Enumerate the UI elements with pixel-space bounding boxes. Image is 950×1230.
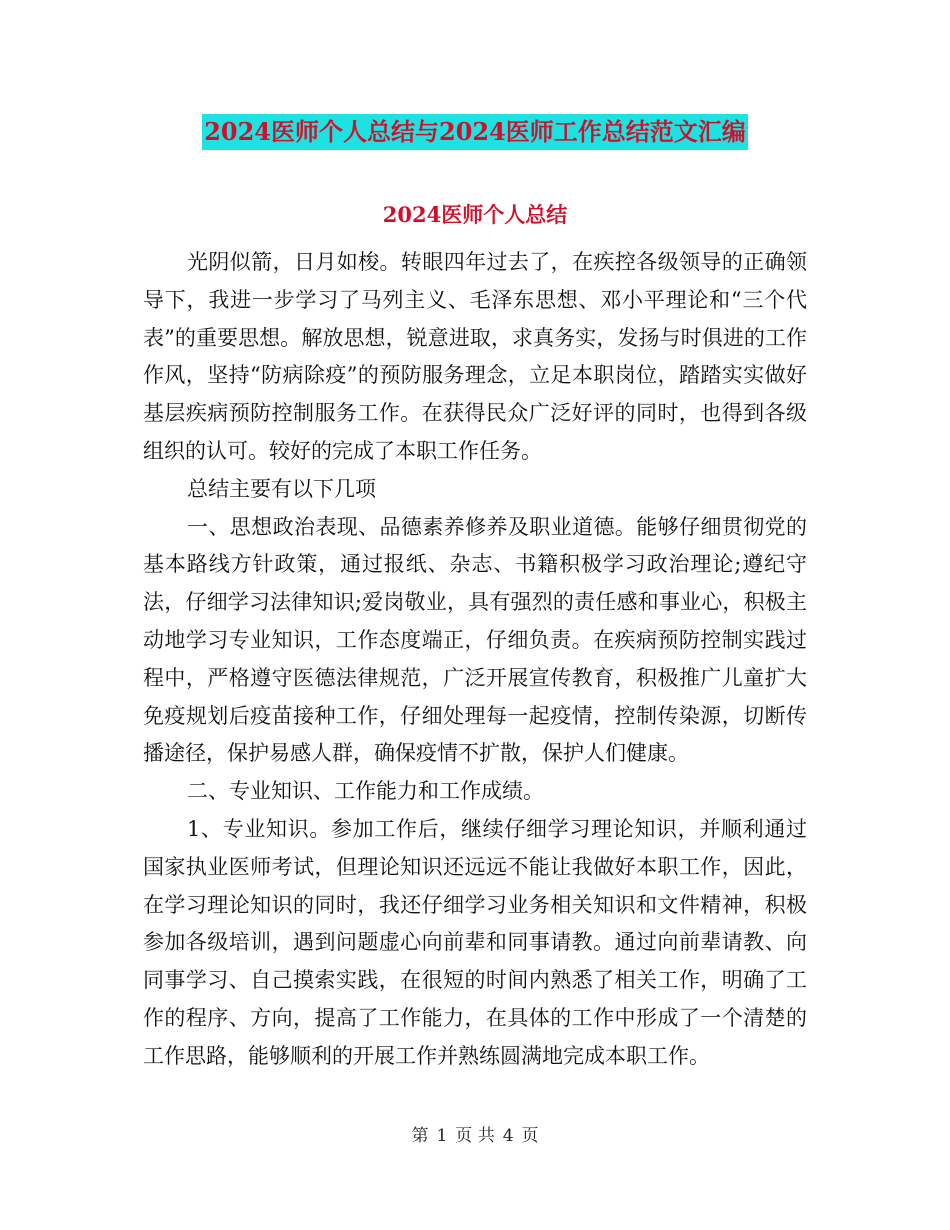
main-title-container bbox=[0, 114, 950, 150]
section-title: 2024医师个人总结 bbox=[382, 202, 568, 227]
main-title: 2024医师个人总结与2024医师工作总结范文汇编 bbox=[202, 114, 748, 150]
footer-mid: 页 共 bbox=[455, 1126, 495, 1146]
body-text bbox=[143, 244, 807, 1076]
footer-prefix: 第 bbox=[411, 1126, 429, 1146]
footer-suffix: 页 bbox=[521, 1126, 539, 1146]
footer-total-pages: 4 bbox=[502, 1126, 514, 1146]
paragraph-section-two-heading: 二、专业知识、工作能力和工作成绩。 bbox=[187, 779, 544, 804]
paragraph-section-one: 一、思想政治表现、品德素养修养及职业道德。能够仔细贯彻党的基本路线方针政策，通过报纸、杂志、书籍积极学习政治理论;遵纪守法，仔细学习法律知识;爱岗敬业，具有强烈的责任感和事业心，积极主动地学习专业知识，工作态度端正，仔细负责。在疾病预防控制实践过程中，严格遵守医德法律规范，广泛开展宣传教育，积极推广儿童扩大免疫规划后疫苗接种工作，仔细处理每一起疫情，控制传染源，切断传播途径，保护易感人群，确保疫情不扩散，保护人们健康。 bbox=[143, 514, 807, 766]
paragraph-professional-knowledge: 1、专业知识。参加工作后，继续仔细学习理论知识，并顺利通过国家执业医师考试，但理论知识还远远不能让我做好本职工作，因此，在学习理论知识的同时，我还仔细学习业务相关知识和文件精神，积极参加各级培训，遇到问题虚心向前辈和同事请教。通过向前辈请教、向同事学习、自己摸索实践，在很短的时间内熟悉了相关工作，明确了工作的程序、方向，提高了工作能力，在具体的工作中形成了一个清楚的工作思路，能够顺利的开展工作并熟练圆满地完成本职工作。 bbox=[143, 816, 807, 1068]
page-footer bbox=[0, 1124, 950, 1148]
footer-current-page: 1 bbox=[436, 1126, 448, 1146]
paragraph-intro: 光阴似箭，日月如梭。转眼四年过去了，在疾控各级领导的正确领导下，我进一步学习了马列主义、毛泽东思想、邓小平理论和“三个代表”的重要思想。解放思想，锐意进取，求真务实，发扬与时俱进的工作作风，坚持“防病除疫”的预防服务理念，立足本职岗位，踏踏实实做好基层疾病预防控制服务工作。在获得民众广泛好评的同时，也得到各级组织的认可。较好的完成了本职工作任务。 bbox=[143, 250, 807, 463]
paragraph-summary-lead: 总结主要有以下几项 bbox=[187, 476, 376, 501]
